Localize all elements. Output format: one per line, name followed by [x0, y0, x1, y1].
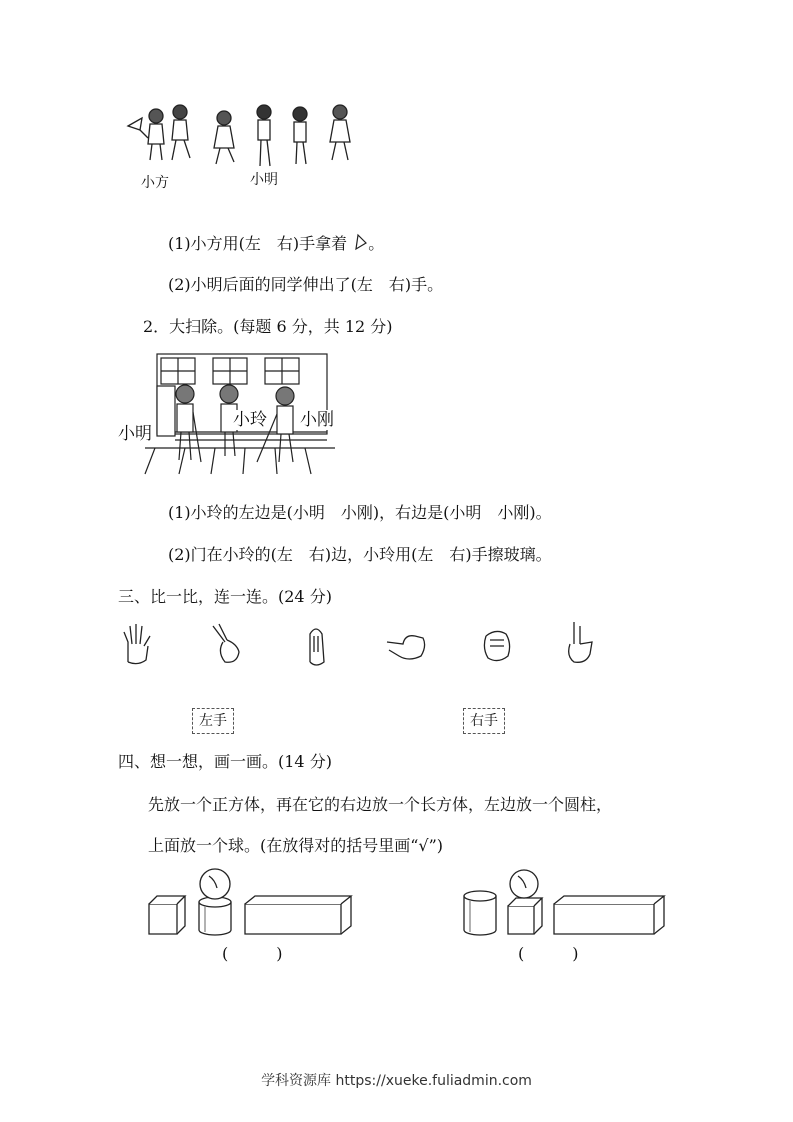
- label-xiaofang: 小方: [141, 175, 169, 191]
- q2-item-1: (1)小玲的左边是(小明 小刚)，右边是(小明 小刚)。: [168, 503, 552, 522]
- section4-title: 四、想一想，画一画。(14 分): [118, 752, 332, 771]
- q2-title: 2．大扫除。(每题 6 分，共 12 分): [143, 317, 393, 336]
- hand-gesture-5-icon: [478, 626, 514, 666]
- q1-item-2: (2)小明后面的同学伸出了(左 右)手。: [168, 275, 444, 294]
- label-xiaoming-2: 小明: [118, 424, 152, 444]
- answer-paren-left[interactable]: ( ): [222, 944, 283, 963]
- hand-gesture-3-icon: [302, 622, 332, 668]
- label-xiaoming: 小明: [250, 172, 278, 188]
- arrangement-left-illustration: [145, 866, 357, 938]
- flag-icon: [352, 233, 368, 251]
- hand-gesture-4-icon: [385, 628, 429, 664]
- q2-item-2: (2)门在小玲的(左 右)边，小玲用(左 右)手擦玻璃。: [168, 545, 552, 564]
- q1-item-1: (1)小方用(左 右)手拿着 。: [168, 234, 385, 253]
- label-xiaogang: 小刚: [300, 410, 334, 430]
- section4-line-2: 上面放一个球。(在放得对的括号里画“√”): [148, 836, 444, 855]
- right-hand-box[interactable]: 右手: [463, 708, 505, 734]
- left-hand-box[interactable]: 左手: [192, 708, 234, 734]
- label-xiaoling: 小玲: [233, 410, 267, 430]
- answer-paren-right[interactable]: ( ): [518, 944, 579, 963]
- hand-gesture-2-icon: [207, 622, 243, 666]
- section4-line-1: 先放一个正方体，再在它的右边放一个长方体，左边放一个圆柱，: [148, 795, 613, 814]
- hand-gesture-1-icon: [120, 622, 156, 666]
- arrangement-right-illustration: [460, 866, 672, 938]
- section3-title: 三、比一比，连一连。(24 分): [118, 587, 332, 606]
- footer-watermark: 学科资源库 https://xueke.fuliadmin.com: [261, 1073, 532, 1089]
- hand-gesture-6-icon: [560, 620, 596, 666]
